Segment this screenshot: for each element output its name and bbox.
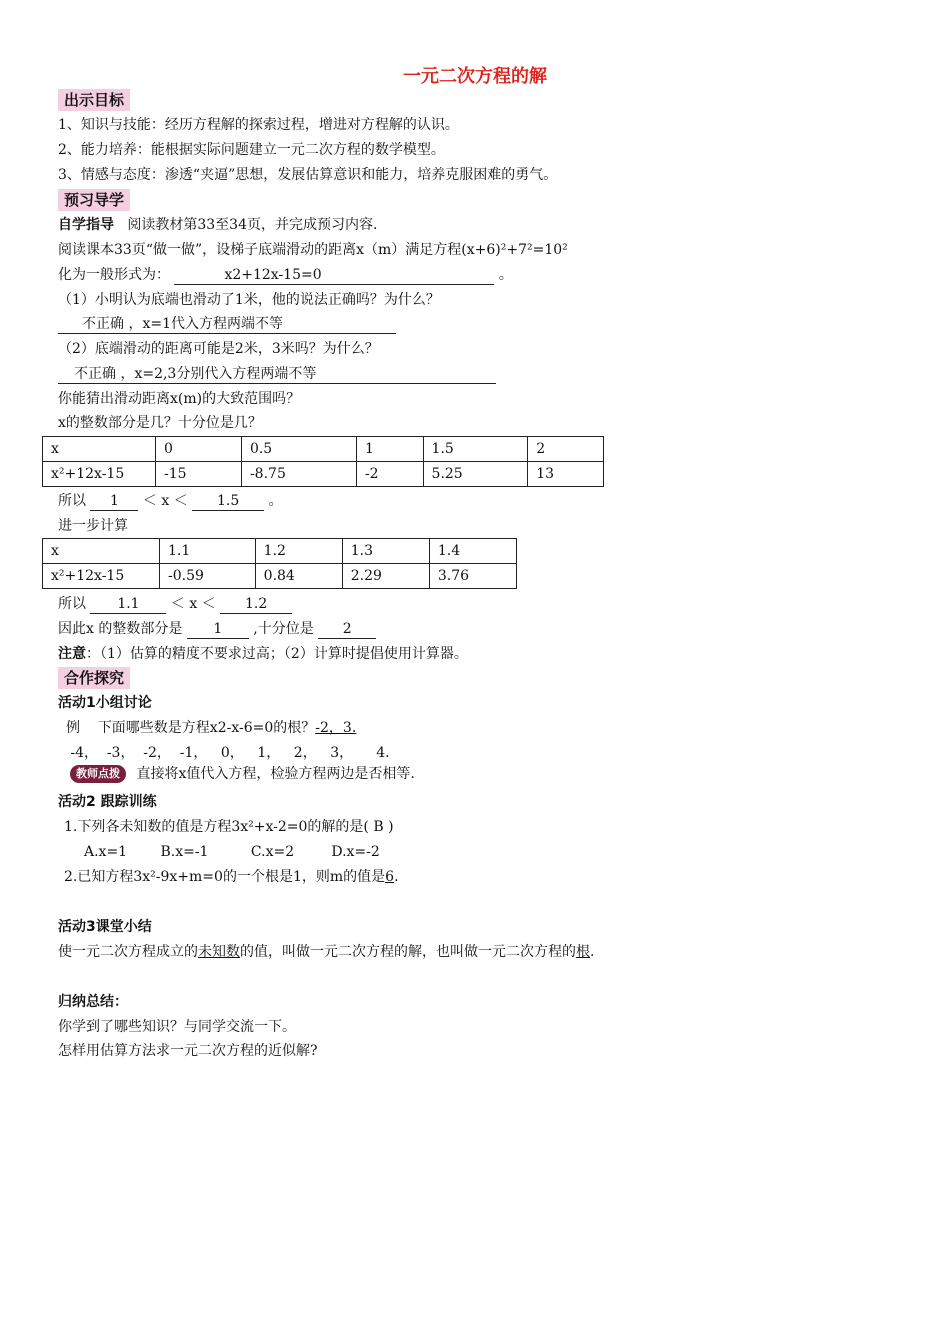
candidate-number: 2， (293, 745, 317, 761)
activity-3-title: 活动3课堂小结 (58, 919, 152, 935)
example-answer: -2，3. (315, 720, 357, 736)
note-label: 注意 (58, 646, 86, 662)
problem-2-answer: 6 (385, 869, 395, 885)
question-4: x的整数部分是几？十分位是几？ (58, 415, 262, 431)
table-cell: 1 (356, 437, 423, 462)
general-form-answer: x2+12x-15=0 (174, 266, 494, 285)
range-2-low: 1.1 (90, 595, 166, 614)
teacher-tip-line (70, 764, 415, 784)
table-cell: -15 (156, 462, 242, 487)
summary-blank-unknown: 未知数 (198, 944, 240, 960)
goal-line: 2、能力培养：能根据实际问题建立一元二次方程的数学模型。 (58, 142, 445, 158)
range-1-high: 1.5 (192, 492, 264, 511)
value-table-2 (42, 538, 517, 589)
general-form-label: 化为一般形式为： (58, 267, 170, 283)
question-1: （1）小明认为底端也滑动了1米，他的说法正确吗？为什么？ (58, 292, 440, 308)
option-d: D.x=-2 (331, 844, 380, 860)
summary-text-b: 的值，叫做一元二次方程的解，也叫做一元二次方程的 (240, 944, 576, 960)
digits-prefix: 因此x 的整数部分是 (58, 621, 183, 637)
answer-1-line (58, 314, 396, 334)
problem-1-options (84, 842, 380, 862)
table-cell: x²+12x-15 (43, 462, 156, 487)
further-calc: 进一步计算 (58, 518, 128, 534)
summary-text-c: . (590, 944, 595, 960)
table-cell: x (43, 437, 156, 462)
range-2-high: 1.2 (220, 595, 292, 614)
read-line: 阅读课本33页“做一做”，设梯子底端滑动的距离x（m）满足方程(x+6)²+7²=10² (58, 242, 568, 258)
table-cell: x²+12x-15 (43, 564, 160, 589)
range-1-line (58, 491, 283, 511)
range-2-prefix: 所以 (58, 596, 86, 612)
digits-sep: ,十分位是 (253, 621, 314, 637)
self-study-line (58, 215, 377, 235)
value-table-1 (42, 436, 604, 487)
conclusion-title: 归纳总结： (58, 994, 128, 1010)
range-2-mid: ＜ x ＜ (170, 596, 216, 612)
section-badge-goals: 出示目标 (58, 89, 130, 111)
answer-2: 不正确 ，x=2,3分别代入方程两端不等 (58, 365, 496, 384)
self-study-label: 自学指导 (58, 217, 114, 233)
conclusion-line: 你学到了哪些知识？与同学交流一下。 (58, 1019, 296, 1035)
teacher-tip-text: 直接将x值代入方程，检验方程两边是否相等. (136, 766, 415, 782)
candidate-number: 4. (376, 745, 390, 761)
candidate-number: -3， (106, 745, 135, 761)
table-row (43, 539, 517, 564)
table-cell: 2 (528, 437, 604, 462)
activity-1-title: 活动1小组讨论 (58, 695, 152, 711)
table-cell: 0 (156, 437, 242, 462)
candidate-number: 1， (257, 745, 281, 761)
example-line (66, 718, 356, 738)
table-cell: 5.25 (423, 462, 528, 487)
general-form-end: 。 (498, 267, 513, 283)
table-cell: 1.5 (423, 437, 528, 462)
option-a: A.x=1 (84, 844, 128, 860)
activity-2-title: 活动2 跟踪训练 (58, 794, 157, 810)
goal-line: 1、知识与技能：经历方程解的探索过程，增进对方程解的认识。 (58, 117, 459, 133)
range-1-low: 1 (90, 492, 138, 511)
problem-2 (64, 867, 399, 887)
general-form-line (58, 265, 513, 285)
option-b: B.x=-1 (160, 844, 209, 860)
candidate-number: -2， (143, 745, 171, 761)
table-cell: -2 (356, 462, 423, 487)
section-badge-coop: 合作探究 (58, 667, 130, 689)
candidate-number: 0， (220, 745, 244, 761)
table-cell: 1.4 (429, 539, 516, 564)
self-study-text: 阅读教材第33至34页，并完成预习内容. (127, 217, 378, 233)
note-text: ：（1）估算的精度不要求过高；（2）计算时提倡使用计算器。 (86, 646, 468, 662)
table-cell: 0.84 (255, 564, 342, 589)
range-1-end: 。 (268, 493, 283, 509)
goal-line: 3、情感与态度：渗透“夹逼”思想，发展估算意识和能力，培养克服困难的勇气。 (58, 167, 558, 183)
table-row (43, 564, 517, 589)
candidate-numbers (66, 743, 390, 763)
table-cell: 0.5 (241, 437, 356, 462)
conclusion-line: 怎样用估算方法求一元二次方程的近似解? (58, 1043, 318, 1059)
table-cell: 1.3 (342, 539, 429, 564)
section-badge-preview: 预习导学 (58, 189, 130, 211)
table-cell: x (43, 539, 160, 564)
question-3: 你能猜出滑动距离x(m)的大致范围吗？ (58, 391, 301, 407)
summary-text-a: 使一元二次方程成立的 (58, 944, 198, 960)
problem-2-end: . (394, 869, 399, 885)
range-2-line (58, 594, 292, 614)
digits-int: 1 (187, 620, 249, 639)
problem-2-text: 2.已知方程3x²-9x+m=0的一个根是1，则m的值是 (64, 869, 386, 885)
table-cell: 13 (528, 462, 604, 487)
option-c: C.x=2 (250, 844, 295, 860)
table-cell: 1.2 (255, 539, 342, 564)
answer-1: 不正确 ，x=1代入方程两端不等 (58, 315, 396, 334)
question-2: （2）底端滑动的距离可能是2米，3米吗？为什么？ (58, 341, 379, 357)
page-title: 一元二次方程的解 (403, 66, 547, 87)
range-1-mid: ＜ x ＜ (142, 493, 188, 509)
table-cell: -0.59 (160, 564, 256, 589)
answer-2-line (58, 364, 496, 384)
example-label: 例 (66, 720, 80, 736)
summary-blank-root: 根 (576, 944, 590, 960)
digits-line (58, 619, 376, 639)
note-line (58, 644, 468, 664)
table-row (43, 462, 604, 487)
table-row (43, 437, 604, 462)
table-cell: 3.76 (429, 564, 516, 589)
table-cell: -8.75 (241, 462, 356, 487)
candidate-number: -4， (70, 745, 98, 761)
digits-tenth: 2 (318, 620, 376, 639)
range-1-prefix: 所以 (58, 493, 86, 509)
table-cell: 2.29 (342, 564, 429, 589)
candidate-number: -1， (179, 745, 208, 761)
problem-1: 1.下列各未知数的值是方程3x²+x-2=0的解的是( B ) (64, 819, 394, 835)
teacher-tip-tag: 教师点拨 (70, 765, 126, 783)
candidate-number: 3， (330, 745, 354, 761)
summary-line (58, 942, 594, 962)
example-text: 下面哪些数是方程x2-x-6=0的根？ (97, 720, 316, 736)
table-cell: 1.1 (160, 539, 256, 564)
